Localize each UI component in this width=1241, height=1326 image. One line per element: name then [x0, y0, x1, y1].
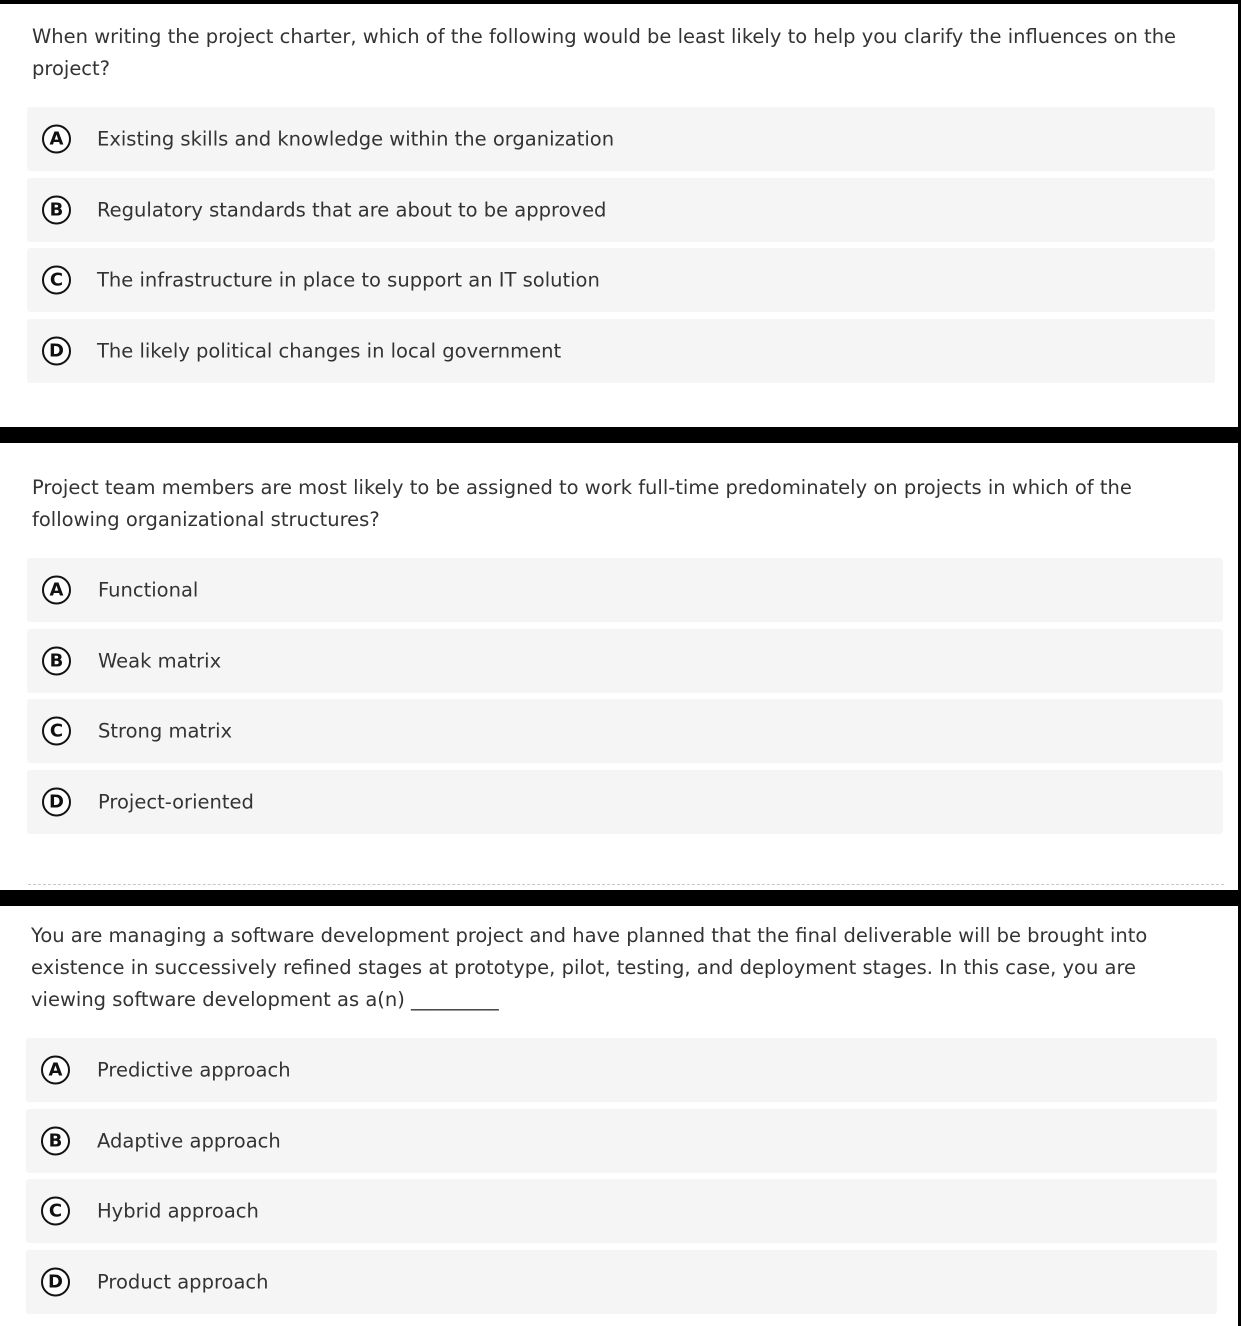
option-letter-badge: B [42, 646, 71, 675]
option-letter-badge: C [41, 1197, 70, 1226]
section-divider-2 [0, 890, 1241, 906]
question-2-option-c[interactable] [27, 699, 1223, 763]
question-1-option-c[interactable] [27, 248, 1215, 312]
question-2-option-a[interactable] [27, 558, 1223, 622]
option-label: The infrastructure in place to support an IT solution [97, 268, 600, 292]
question-2-text: Project team members are most likely to be assigned to work full-time predominately on projects in which of the following organizational structures? [32, 476, 1132, 531]
option-letter-badge: C [42, 717, 71, 746]
question-3-option-b[interactable] [26, 1109, 1217, 1173]
option-label: The likely political changes in local government [97, 339, 562, 362]
question-1-options [27, 107, 1215, 389]
question-3-option-a[interactable] [26, 1038, 1217, 1102]
question-1-option-d[interactable] [27, 319, 1215, 383]
option-label: Predictive approach [97, 1058, 291, 1082]
question-2-option-d[interactable] [27, 770, 1223, 834]
dashed-separator [28, 884, 1224, 885]
option-label: Adaptive approach [97, 1129, 281, 1152]
option-letter-badge: C [42, 266, 71, 295]
top-border [0, 0, 1241, 4]
option-letter-badge: A [41, 1056, 70, 1085]
question-1-option-b[interactable] [27, 178, 1215, 242]
option-label: Weak matrix [98, 649, 222, 672]
question-3-text: You are managing a software development project and have planned that the final deliverable will be brought into existence in successively refined stages at prototype, pilot, testing, and deployment stages. In this case, you are viewing software development as a(n) _________ [31, 924, 1148, 1011]
option-label: Regulatory standards that are about to be approved [97, 198, 607, 221]
section-divider-1 [0, 427, 1241, 443]
option-letter-badge: A [42, 125, 71, 154]
question-3-option-c[interactable] [26, 1179, 1217, 1243]
question-1-option-a[interactable] [27, 107, 1215, 171]
question-1-text: When writing the project charter, which of the following would be least likely to help you clarify the influences on the project? [32, 25, 1177, 80]
option-label: Project-oriented [98, 790, 254, 813]
option-letter-badge: A [42, 576, 71, 605]
question-3-options [26, 1038, 1217, 1320]
option-label: Strong matrix [98, 719, 233, 743]
option-label: Hybrid approach [97, 1199, 259, 1223]
option-label: Existing skills and knowledge within the organization [97, 127, 615, 151]
option-letter-badge: D [42, 787, 71, 816]
question-2-options [27, 558, 1223, 840]
option-letter-badge: D [42, 336, 71, 365]
question-3-option-d[interactable] [26, 1250, 1217, 1314]
option-label: Product approach [97, 1270, 269, 1293]
option-letter-badge: B [42, 195, 71, 224]
question-2-option-b[interactable] [27, 629, 1223, 693]
option-letter-badge: D [41, 1267, 70, 1296]
option-letter-badge: B [41, 1126, 70, 1155]
option-label: Functional [98, 578, 199, 602]
